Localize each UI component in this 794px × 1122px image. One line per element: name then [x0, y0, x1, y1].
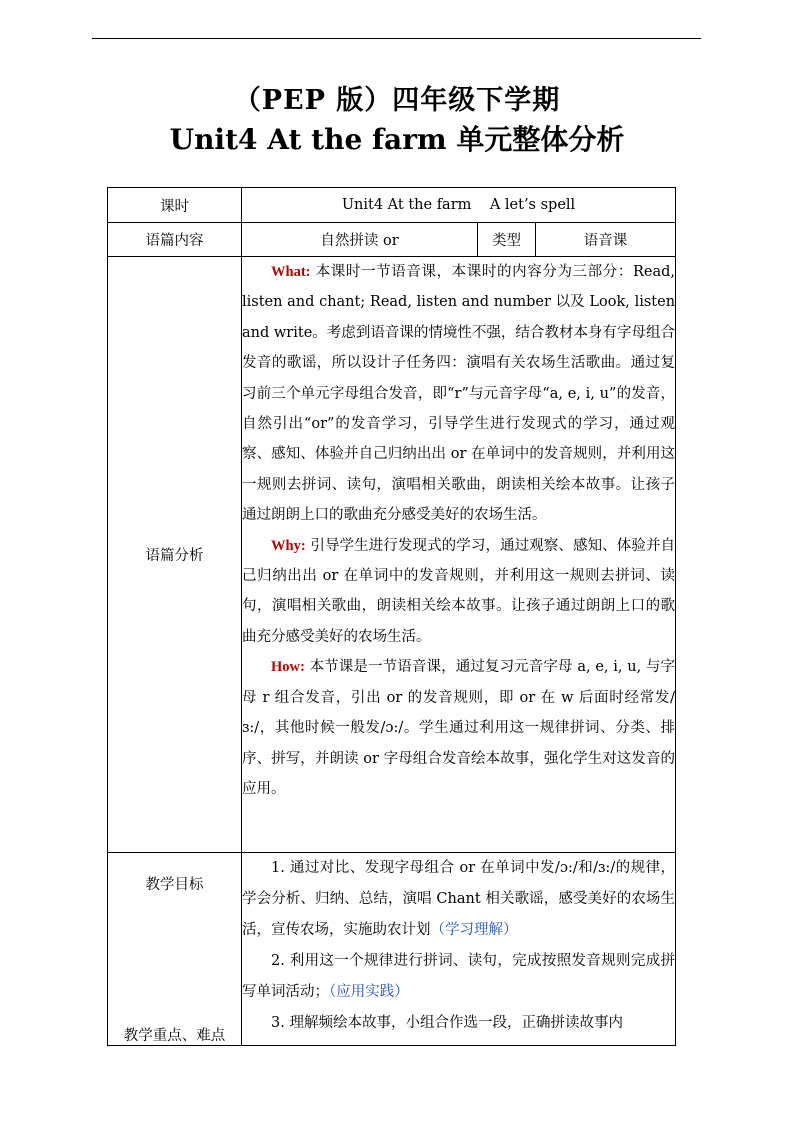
goals-label-cell [108, 853, 242, 1046]
row-goals [108, 853, 676, 1046]
content-label: 语篇内容 [108, 223, 242, 257]
why-paragraph [242, 531, 675, 653]
lesson-label: 课时 [108, 188, 242, 223]
document-title: （PEP 版）四年级下学期 [233, 85, 561, 116]
row-lesson [108, 188, 676, 223]
why-keyword: Why: [271, 537, 306, 554]
goal-1-text: 1. 通过对比、发现字母组合 or 在单词中发/ɔ:/和/ɜ:/的规律，学会分析、归纳、总结，演唱 Chant 相关歌谣，感受美好的农场生活，宣传农场，实施助农计划 [242, 860, 676, 938]
goal-1 [242, 853, 675, 946]
goal-3 [242, 1008, 675, 1039]
what-text: 本课时一节语音课，本课时的内容分为三部分：Read, listen and chant; Read, listen and number 以及 Look, listen and write。考虑到语音课的情境性不强，结合教材本身有字母组合发音的歌谣，所以设计子任务四：演唱有关农场生活歌曲。通过复习前三个单元字母组合发音，即“r”与元音字母“a, e, i, u”的发音，自然引出“or”的发音学习，引导学生进行发现式的学习，通过观察、感知、体验并自己归纳出出 or 在单词中的发音规则，并利用这一规则去拼词、读句，演唱相关歌曲，朗读相关绘本故事。让孩子通过朗朗上口的歌曲充分感受美好的农场生活。 [242, 264, 676, 524]
goal-3-text: 3. 理解频绘本故事，小组合作选一段，正确拼读故事内 [271, 1015, 623, 1031]
goal-2 [242, 946, 675, 1008]
why-text: 引导学生进行发现式的学习，通过观察、感知、体验并自己归纳出出 or 在单词中的发音规则，并利用这一规则去拼词、读句，演唱相关歌曲，朗读相关绘本故事。让孩子通过朗朗上口的歌曲充分感受美好的农场生活。 [242, 537, 676, 645]
goals-text [242, 853, 676, 1046]
what-keyword: What: [271, 264, 311, 280]
focus-label: 教学重点、难点 [123, 1028, 226, 1044]
goal-1-tag: （学习理解） [430, 922, 518, 938]
row-content [108, 223, 676, 257]
analysis-label: 语篇分析 [108, 257, 242, 853]
how-paragraph [242, 652, 675, 804]
type-label: 类型 [478, 223, 536, 257]
document-subtitle: Unit4 At the farm 单元整体分析 [169, 123, 625, 156]
how-keyword: How: [271, 659, 305, 676]
goal-2-text: 2. 利用这一个规律进行拼词、读句，完成按照发音规则完成拼写单词活动； [242, 953, 676, 1000]
lesson-value: Unit4 At the farm A let’s spell [242, 188, 676, 223]
analysis-text [242, 257, 676, 853]
lesson-plan-table [107, 187, 676, 1046]
what-paragraph [242, 257, 675, 531]
header-rule [92, 38, 701, 39]
goals-label: 教学目标 [145, 877, 204, 893]
goal-2-tag: （应用实践） [329, 984, 409, 1000]
content-value: 自然拼读 or [242, 223, 478, 257]
how-text: 本节课是一节语音课，通过复习元音字母 a, e, i, u, 与字母 r 组合发音，引出 or 的发音规则，即 or 在 w 后面时经常发/ɜ:/，其他时候一般发/ɔ:/。学生通过利用这一规律拼词、分类、排序、拼写，并朗读 or 字母组合发音绘本故事，强化学生对这发音的应用。 [242, 659, 676, 797]
type-value: 语音课 [536, 223, 676, 257]
row-analysis [108, 257, 676, 853]
